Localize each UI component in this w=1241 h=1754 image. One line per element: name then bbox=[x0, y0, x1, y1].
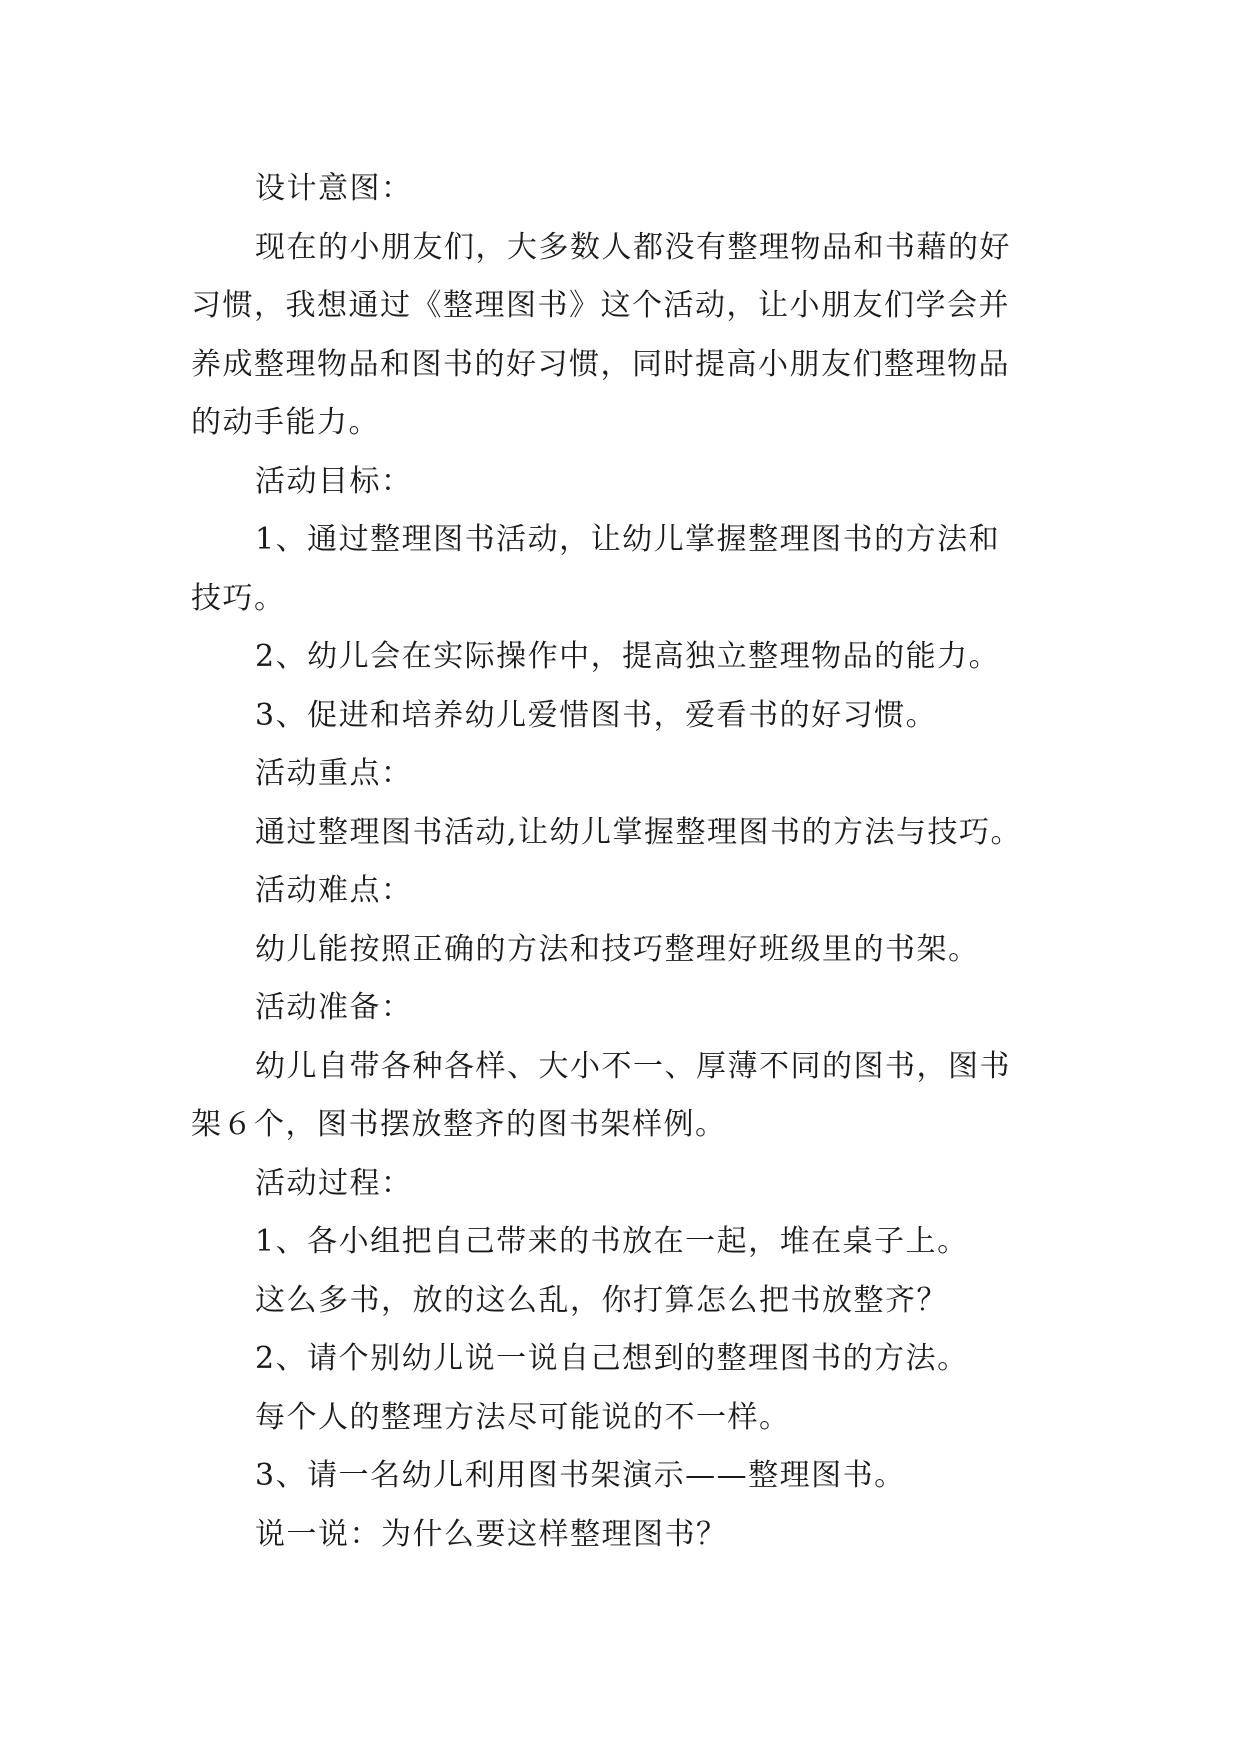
paragraph-line: 每个人的整理方法尽可能说的不一样。 bbox=[255, 1399, 791, 1435]
list-item-step-2: 2、请个别幼儿说一说自己想到的整理图书的方法。 bbox=[255, 1341, 969, 1376]
paragraph-line: 习惯，我想通过《整理图书》这个活动，让小朋友们学会并 bbox=[191, 288, 1010, 323]
list-item-goal-2: 2、幼儿会在实际操作中，提高独立整理物品的能力。 bbox=[255, 639, 1001, 674]
section-heading-process: 活动过程： bbox=[255, 1165, 413, 1201]
paragraph-line: 养成整理物品和图书的好习惯，同时提高小朋友们整理物品 bbox=[191, 346, 1010, 382]
section-heading-key-points: 活动重点： bbox=[255, 756, 413, 791]
section-heading-preparation: 活动准备： bbox=[255, 990, 413, 1025]
paragraph-line: 通过整理图书活动,让幼儿掌握整理图书的方法与技巧。 bbox=[255, 814, 1023, 850]
paragraph-line: 技巧。 bbox=[191, 580, 286, 616]
paragraph-line: 现在的小朋友们，大多数人都没有整理物品和书藉的好 bbox=[255, 229, 1011, 265]
paragraph-line: 幼儿能按照正确的方法和技巧整理好班级里的书架。 bbox=[255, 931, 980, 967]
section-heading-difficulties: 活动难点： bbox=[255, 873, 413, 908]
list-item-step-1: 1、各小组把自己带来的书放在一起，堆在桌子上。 bbox=[255, 1224, 969, 1259]
paragraph-line: 的动手能力。 bbox=[191, 405, 380, 440]
list-item-goal-3: 3、促进和培养幼儿爱惜图书，爱看书的好习惯。 bbox=[255, 697, 938, 733]
document-body bbox=[191, 160, 1051, 1564]
paragraph-line: 这么多书，放的这么乱，你打算怎么把书放整齐？ bbox=[255, 1282, 948, 1318]
section-heading-goals: 活动目标： bbox=[255, 463, 413, 499]
paragraph-line: 幼儿自带各种各样、大小不一、厚薄不同的图书，图书 bbox=[255, 1048, 1011, 1084]
paragraph-line: 说一说：为什么要这样整理图书？ bbox=[255, 1516, 728, 1552]
paragraph-line: 架６个，图书摆放整齐的图书架样例。 bbox=[191, 1107, 727, 1142]
list-item-step-3: 3、请一名幼儿利用图书架演示——整理图书。 bbox=[255, 1458, 906, 1493]
list-item-goal-1: 1、通过整理图书活动，让幼儿掌握整理图书的方法和 bbox=[255, 522, 1001, 557]
section-heading-design-intent: 设计意图： bbox=[255, 171, 413, 206]
